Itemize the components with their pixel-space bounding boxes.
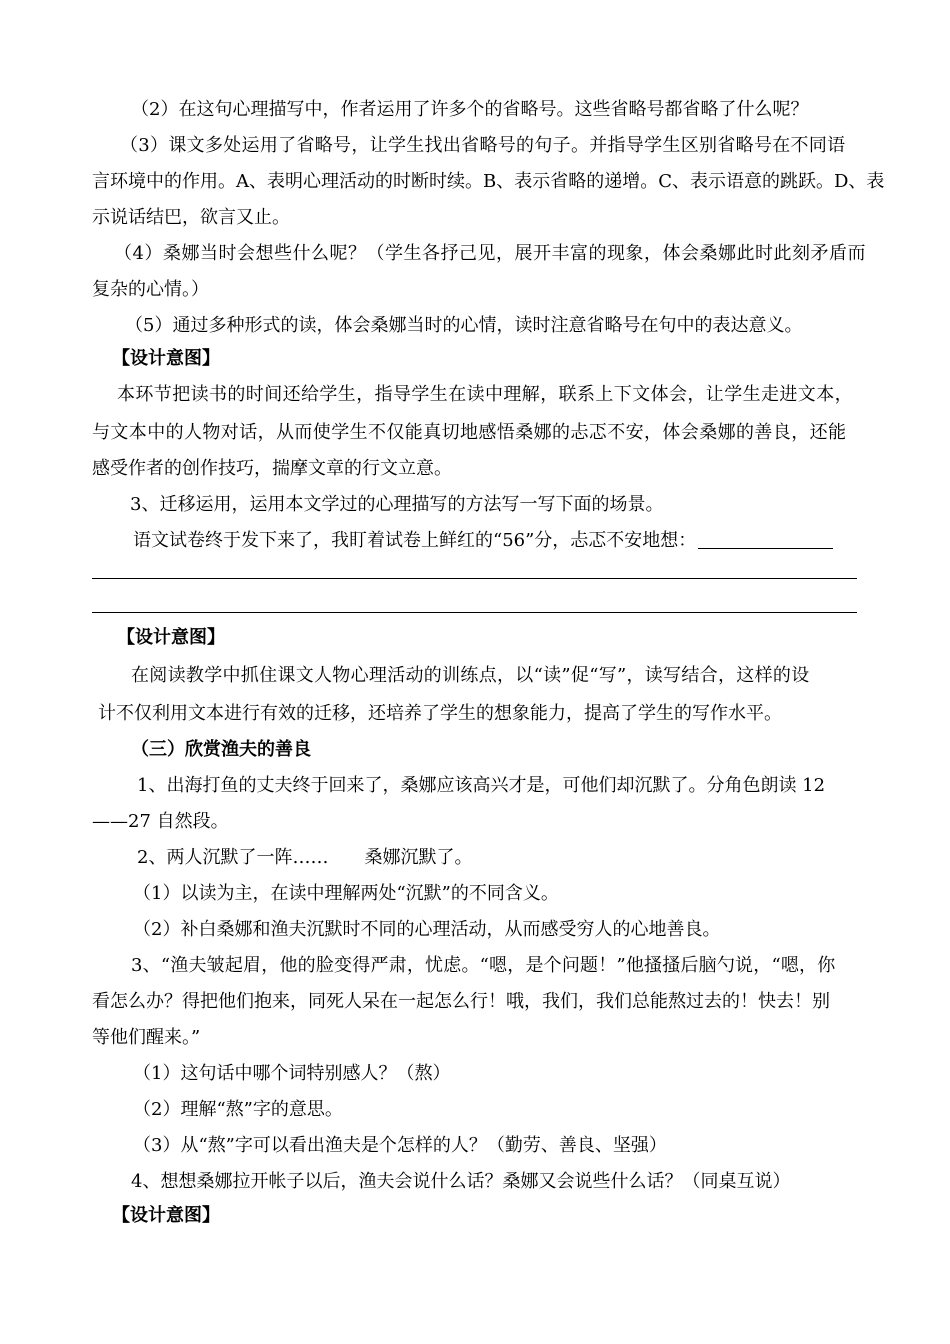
writing-prompt: 语文试卷终于发下来了，我盯着试卷上鲜红的“56”分，忐忑不安地想： xyxy=(133,530,697,551)
design-intent-heading: 【设计意图】 xyxy=(112,1205,220,1226)
paragraph-line: 示说话结巴，欲言又止。 xyxy=(92,207,290,228)
design-intent-heading: 【设计意图】 xyxy=(112,348,220,369)
paragraph-line: （5）通过多种形式的读，体会桑娜当时的心情，读时注意省略号在句中的表达意义。 xyxy=(125,315,803,336)
answer-line[interactable] xyxy=(92,612,857,613)
paragraph-line: 1、出海打鱼的丈夫终于回来了，桑娜应该高兴才是，可他们却沉默了。分角色朗读 12 xyxy=(137,775,826,796)
paragraph-line: 看怎么办？得把他们抱来，同死人呆在一起怎么行！哦，我们，我们总能熬过去的！快去！别 xyxy=(92,991,830,1012)
section-heading: （三）欣赏渔夫的善良 xyxy=(131,739,311,760)
paragraph-line: （1）这句话中哪个词特别感人？（熬） xyxy=(133,1063,451,1084)
paragraph-line xyxy=(133,529,833,553)
paragraph-line: （3）课文多处运用了省略号，让学生找出省略号的句子。并指导学生区别省略号在不同语 xyxy=(120,135,846,156)
paragraph-line: 言环境中的作用。A、表明心理活动的时断时续。B、表示省略的递增。C、表示语意的跳跃。D、表 xyxy=(92,171,885,192)
paragraph-line: 等他们醒来。” xyxy=(92,1027,201,1048)
paragraph-line: （3）从“熬”字可以看出渔夫是个怎样的人？（勤劳、善良、坚强） xyxy=(133,1135,667,1156)
paragraph-line: 复杂的心情。） xyxy=(92,279,209,300)
paragraph-line: 感受作者的创作技巧，揣摩文章的行文立意。 xyxy=(92,458,452,479)
paragraph-line: （2）理解“熬”字的意思。 xyxy=(133,1099,343,1120)
paragraph-line: 2、两人沉默了一阵…… 桑娜沉默了。 xyxy=(137,847,473,868)
paragraph-line: 在阅读教学中抓住课文人物心理活动的训练点，以“读”促“写”，读写结合，这样的设 xyxy=(131,665,810,686)
paragraph-line: （1）以读为主，在读中理解两处“沉默”的不同含义。 xyxy=(133,883,559,904)
paragraph-line: 与文本中的人物对话，从而使学生不仅能真切地感悟桑娜的忐忑不安，体会桑娜的善良，还能 xyxy=(92,422,847,443)
paragraph-line: 3、迁移运用，运用本文学过的心理描写的方法写一写下面的场景。 xyxy=(130,494,664,515)
paragraph-line: 4、想想桑娜拉开帐子以后，渔夫会说什么话？桑娜又会说些什么话？（同桌互说） xyxy=(131,1171,791,1192)
paragraph-line: 计不仅利用文本进行有效的迁移，还培养了学生的想象能力，提高了学生的写作水平。 xyxy=(98,703,782,724)
answer-line[interactable] xyxy=(92,578,857,579)
paragraph-line: （2）在这句心理描写中，作者运用了许多个的省略号。这些省略号都省略了什么呢？ xyxy=(131,99,809,120)
paragraph-line: 本环节把读书的时间还给学生，指导学生在读中理解，联系上下文体会，让学生走进文本， xyxy=(117,384,853,405)
answer-blank[interactable] xyxy=(698,530,833,549)
paragraph-line: ——27 自然段。 xyxy=(92,811,229,832)
paragraph-line: 3、“渔夫皱起眉，他的脸变得严肃，忧虑。“嗯，是个问题！”他搔搔后脑勺说，“嗯，你 xyxy=(131,955,836,976)
paragraph-line: （4）桑娜当时会想些什么呢？（学生各抒己见，展开丰富的现象，体会桑娜此时此刻矛盾而 xyxy=(114,243,866,264)
paragraph-line: （2）补白桑娜和渔夫沉默时不同的心理活动，从而感受穷人的心地善良。 xyxy=(133,919,721,940)
design-intent-heading: 【设计意图】 xyxy=(117,627,225,648)
